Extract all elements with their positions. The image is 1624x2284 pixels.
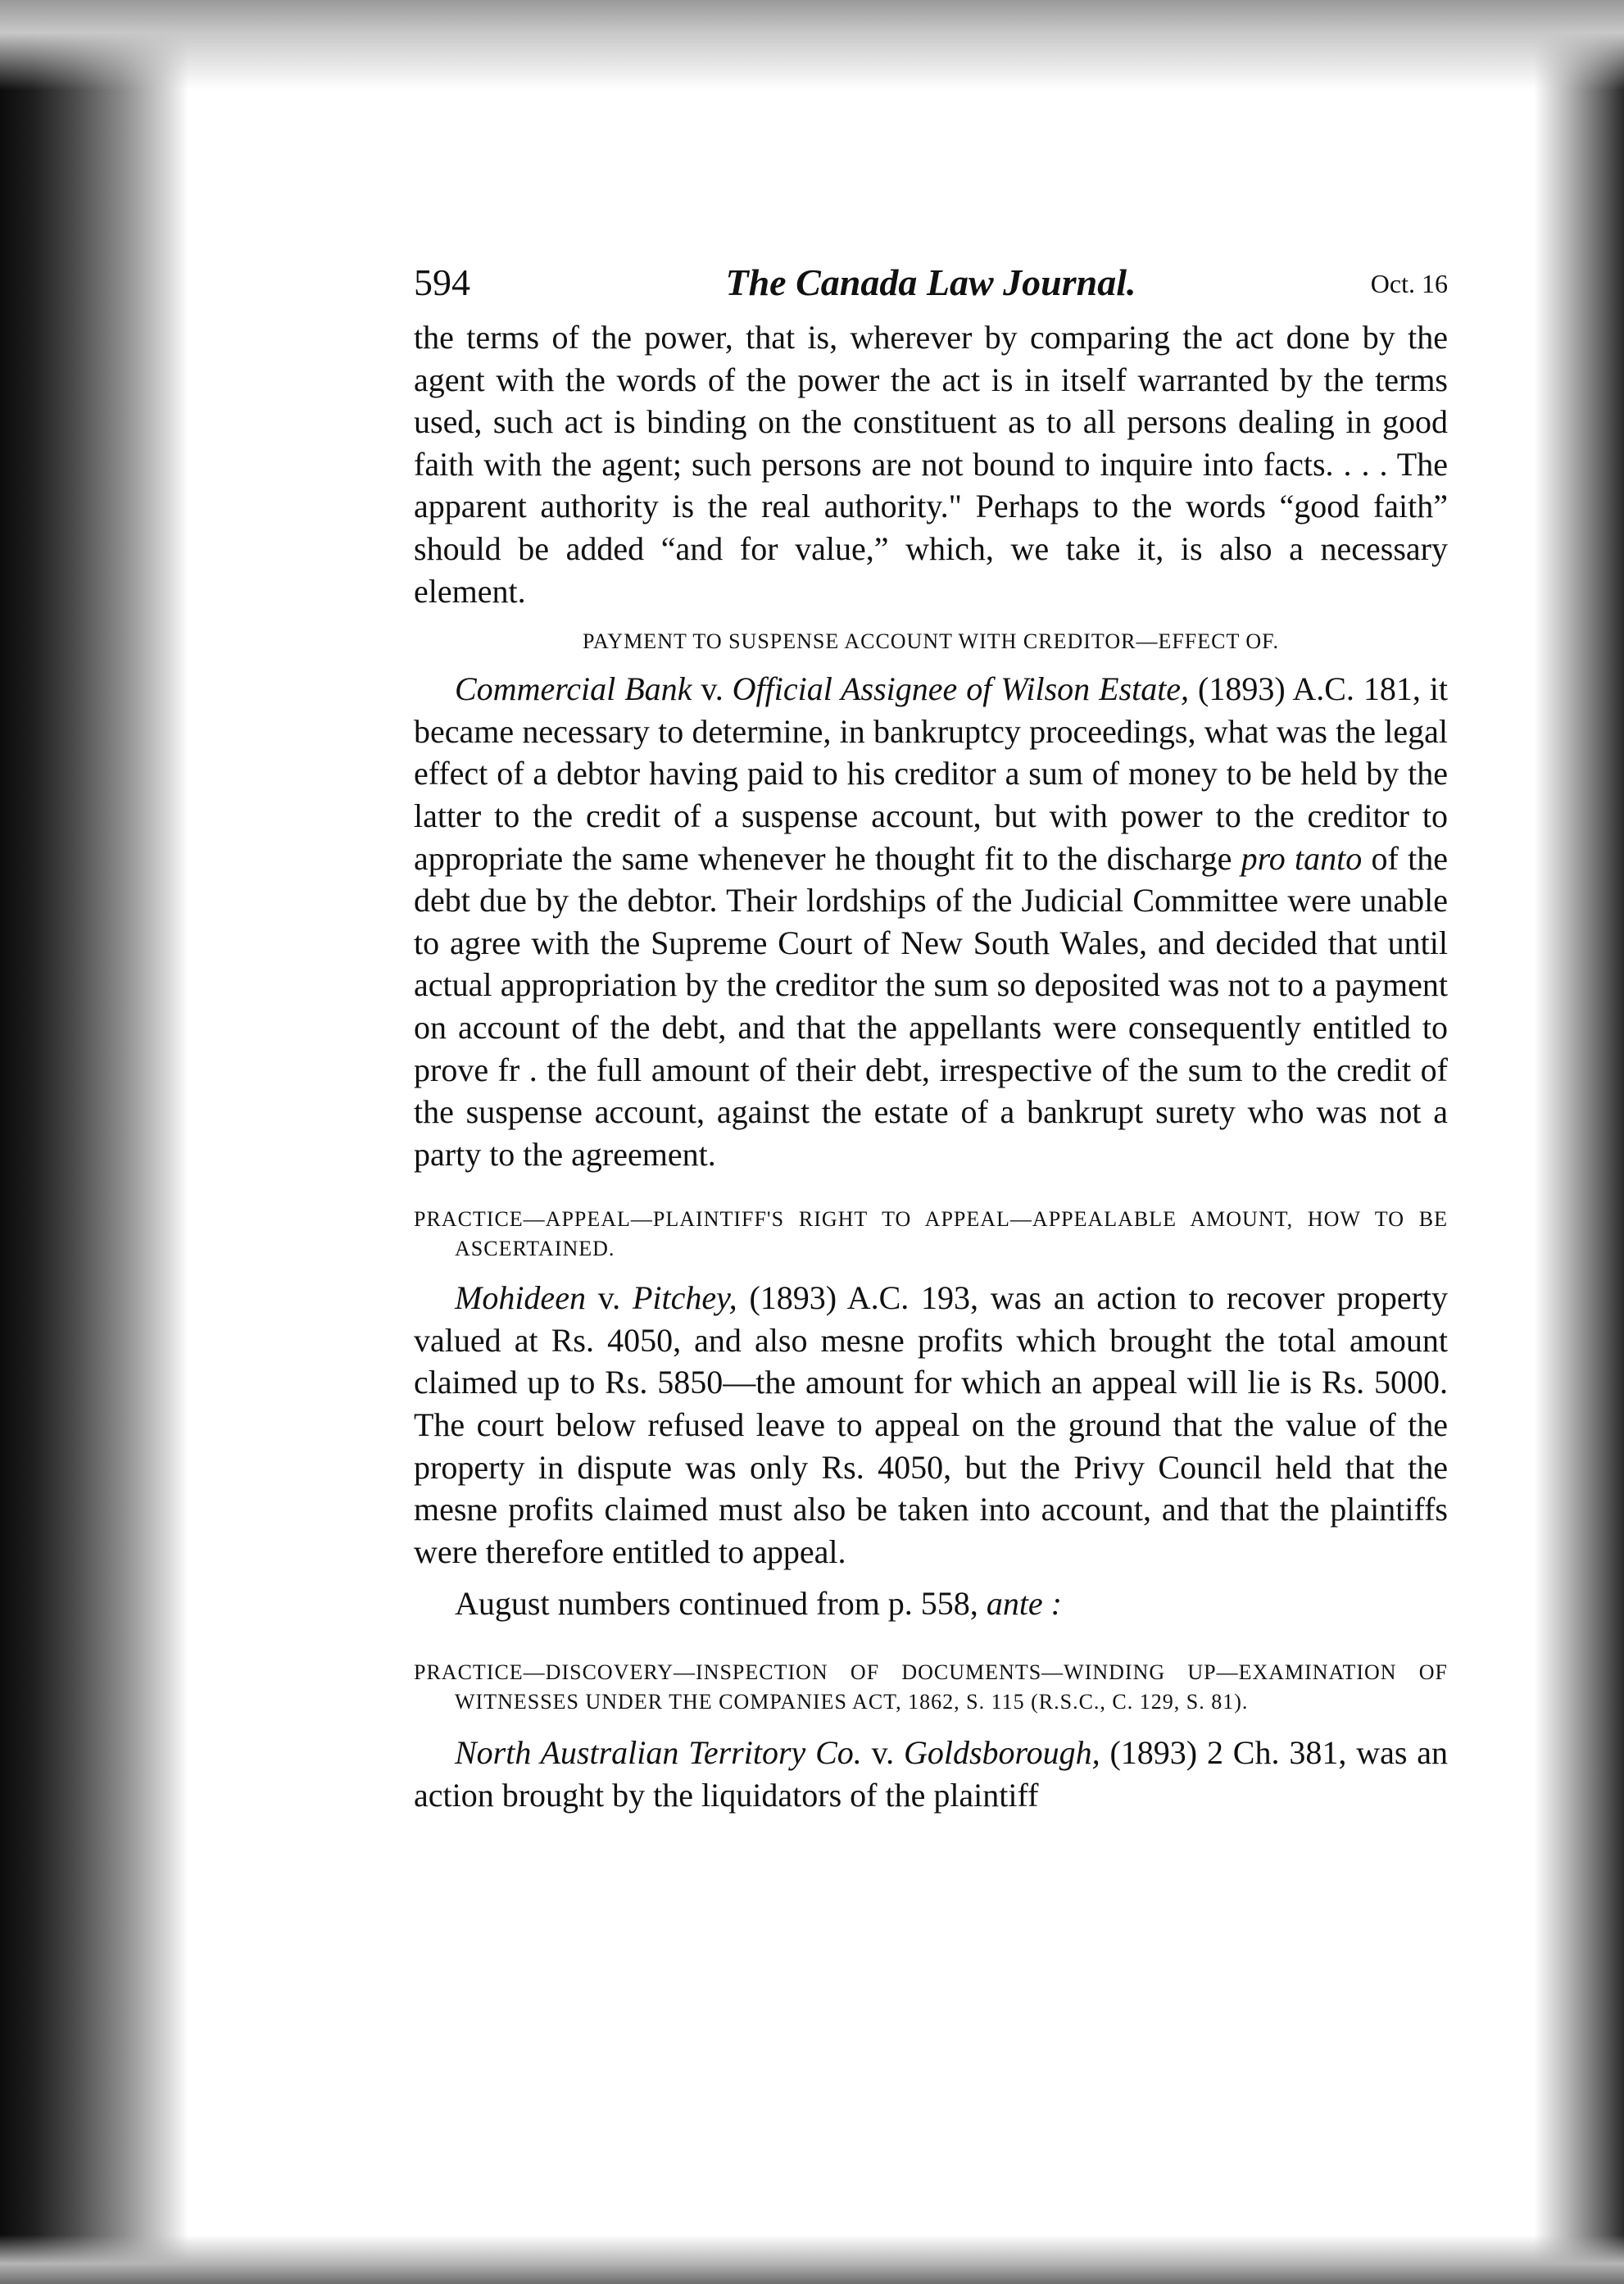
journal-title: The Canada Law Journal. [725, 261, 1136, 303]
versus: v. [597, 1279, 621, 1317]
page-number: 594 [414, 261, 470, 303]
section-heading-discovery: PRACTICE—DISCOVERY—INSPECTION OF DOCUMENTS—WINDING UP—EXAMINATION OF WITNESSES UNDER THE COMPANIES ACT, 1862, S. 115 (R.S.C., C. 129, S. 81). [414, 1660, 1448, 1714]
scan-edge-bottom [0, 2235, 1624, 2284]
scan-edge-left [0, 0, 188, 2284]
versus: v. [871, 1734, 895, 1772]
latin-phrase: pro tanto [1241, 839, 1363, 877]
section-heading-appeal: PRACTICE—APPEAL—PLAINTIFF'S RIGHT TO APPEAL—APPEALABLE AMOUNT, HOW TO BE ASCERTAINED. [414, 1207, 1448, 1261]
paragraph-body-start: (1893) A.C. 181, it became necessary to determine, in bankruptcy proceedings, what was the legal effect of a debtor having paid to his creditor a sum of money to be held by the latter to the credit of a suspense account, but with power to the creditor to appropriate the same whenever he thought fit to the discharge [414, 670, 1449, 877]
case-party-a: Commercial Bank [455, 670, 692, 708]
case-party-a: Mohideen [455, 1279, 586, 1317]
versus: v. [701, 670, 724, 708]
paragraph-body: (1893) 2 Ch. 381, was an action brought by the liquidators of the plaintiff [414, 1734, 1449, 1814]
case-party-b: Official Assignee of Wilson Estate, [732, 670, 1190, 708]
case-party-b: Goldsborough, [903, 1734, 1100, 1772]
paragraph-mohideen [414, 1277, 1448, 1573]
case-party-a: North Australian Territory Co. [455, 1734, 862, 1772]
paragraph-commercial-bank [414, 668, 1448, 1175]
continued-note-ante: ante : [986, 1585, 1062, 1623]
scan-edge-right [1534, 0, 1624, 2284]
paragraph-continued: the terms of the power, that is, wherever by comparing the act done by the agent with the words of the power the act is in itself warranted by the terms used, such act is binding on the constituent as to all persons dealing in good faith with the agent; such persons are not bound to inquire into facts. . . . The apparent authority is the real authority." Perhaps to the words “good faith” should be added “and for value,” which, we take it, is also a necessary element. [414, 319, 1448, 610]
paragraph-north-australian [414, 1732, 1448, 1816]
scan-edge-top [0, 0, 1624, 90]
running-header [414, 261, 1448, 316]
journal-page [414, 261, 1448, 1816]
paragraph-body-end: of the debt due by the debtor. Their lordships of the Judicial Committee were unable to agree with the Supreme Court of New South Wales, and decided that until actual appropriation by the creditor the sum so deposited was not to a payment on account of the debt, and that the appellants were consequently entitled to prove fr . the full amount of their debt, irrespective of the sum to the credit of the suspense account, against the estate of a bankrupt surety who was not a party to the agreement. [414, 839, 1449, 1173]
case-party-b: Pitchey, [632, 1279, 737, 1317]
continued-note-text: August numbers continued from p. 558, [455, 1585, 978, 1623]
continued-note [414, 1582, 1448, 1625]
section-heading-suspense-account: PAYMENT TO SUSPENSE ACCOUNT WITH CREDITOR—EFFECT OF. [582, 629, 1280, 654]
paragraph-body: (1893) A.C. 193, was an action to recover property valued at Rs. 4050, and also mesne profits which brought the total amount claimed up to Rs. 5850—the amount for which an appeal will lie is Rs. 5000. The court below refused leave to appeal on the ground that the value of the property in dispute was only Rs. 4050, but the Privy Council held that the mesne profits claimed must also be taken into account, and that the plaintiffs were therefore entitled to appeal. [414, 1279, 1449, 1570]
issue-date: Oct. 16 [1370, 269, 1448, 298]
